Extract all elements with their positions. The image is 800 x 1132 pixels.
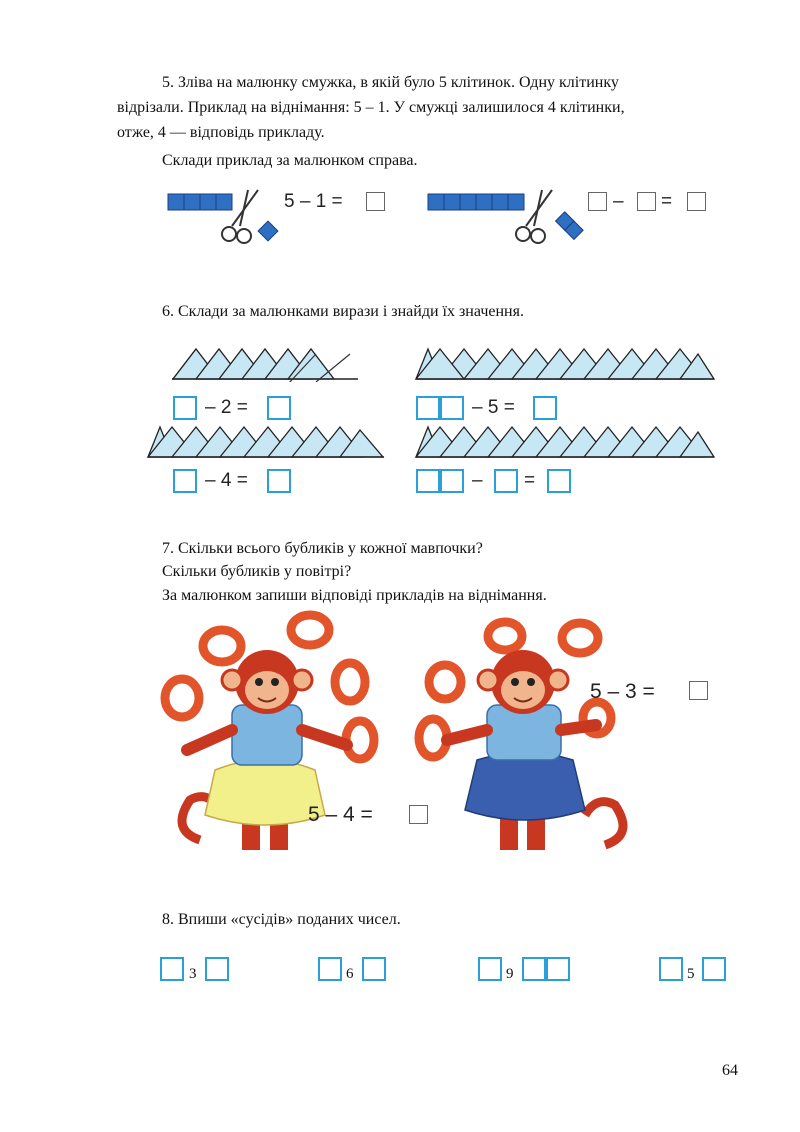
page-number: 64 — [722, 1062, 738, 1079]
answer-box[interactable] — [533, 396, 557, 420]
strip-scissors-right — [426, 186, 586, 252]
answer-box[interactable] — [689, 681, 708, 700]
given-number: 3 — [189, 966, 197, 982]
neighbor-box-after-units[interactable] — [546, 957, 570, 981]
neighbor-box-after[interactable] — [205, 957, 229, 981]
neighbor-box-before[interactable] — [478, 957, 502, 981]
neighbor-box-before[interactable] — [659, 957, 683, 981]
answer-box[interactable] — [547, 469, 571, 493]
task7-line2: Скільки бубликів у повітрі? — [162, 563, 352, 580]
answer-box[interactable] — [588, 192, 607, 211]
answer-box-tens[interactable] — [416, 469, 440, 493]
given-number: 6 — [346, 966, 354, 982]
neighbor-box-after[interactable] — [702, 957, 726, 981]
answer-box[interactable] — [173, 396, 197, 420]
neighbor-box-before[interactable] — [318, 957, 342, 981]
monkey-right-illustration — [405, 610, 645, 872]
triangles-group-2 — [414, 346, 716, 382]
answer-box[interactable] — [494, 469, 518, 493]
triangles-group-1 — [170, 346, 360, 382]
answer-box-units[interactable] — [440, 396, 464, 420]
equation-3: – 4 = — [205, 470, 248, 491]
task5-line2: відрізали. Приклад на віднімання: 5 – 1. У смужці залишилося 4 клітинки, — [117, 99, 625, 116]
task5-line1: 5. Зліва на малюнку смужка, в якій було 5 клітинок. Одну клітинку — [162, 74, 619, 91]
minus-sign: – — [613, 191, 624, 212]
task5-instruction: Склади приклад за малюнком справа. — [162, 152, 418, 169]
answer-box[interactable] — [267, 469, 291, 493]
equals-sign: = — [524, 470, 536, 491]
equation-left: 5 – 4 = — [308, 803, 373, 826]
answer-box[interactable] — [173, 469, 197, 493]
triangles-group-3 — [146, 424, 386, 460]
neighbor-box-before[interactable] — [160, 957, 184, 981]
task7-line1: 7. Скільки всього бубликів у кожної мавпочки? — [162, 540, 483, 557]
triangles-group-4 — [414, 424, 716, 460]
task6-title: 6. Склади за малюнками вирази і знайди їх значення. — [162, 303, 524, 320]
equals-sign: = — [661, 191, 673, 212]
monkey-left-illustration — [160, 610, 410, 870]
answer-box-tens[interactable] — [416, 396, 440, 420]
answer-box[interactable] — [687, 192, 706, 211]
strip-scissors-left — [166, 186, 291, 252]
neighbor-box-after-tens[interactable] — [522, 957, 546, 981]
neighbor-box-after[interactable] — [362, 957, 386, 981]
answer-box[interactable] — [366, 192, 385, 211]
task5-line3: отже, 4 — відповідь прикладу. — [117, 124, 325, 141]
minus-sign: – — [472, 470, 483, 491]
answer-box[interactable] — [637, 192, 656, 211]
answer-box-units[interactable] — [440, 469, 464, 493]
cut-cell — [258, 221, 278, 241]
equation-2: – 5 = — [472, 397, 515, 418]
given-number: 5 — [687, 966, 695, 982]
cut-cells — [556, 212, 584, 240]
equation-right: 5 – 3 = — [590, 680, 655, 703]
task7-line3: За малюнком запиши відповіді прикладів на віднімання. — [162, 587, 547, 604]
given-number: 9 — [506, 966, 514, 982]
left-equation: 5 – 1 = — [284, 191, 343, 212]
equation-1: – 2 = — [205, 397, 248, 418]
strip-cells — [428, 194, 524, 210]
strip-cells — [168, 194, 232, 210]
task8-title: 8. Впиши «сусідів» поданих чисел. — [162, 911, 401, 928]
answer-box[interactable] — [267, 396, 291, 420]
